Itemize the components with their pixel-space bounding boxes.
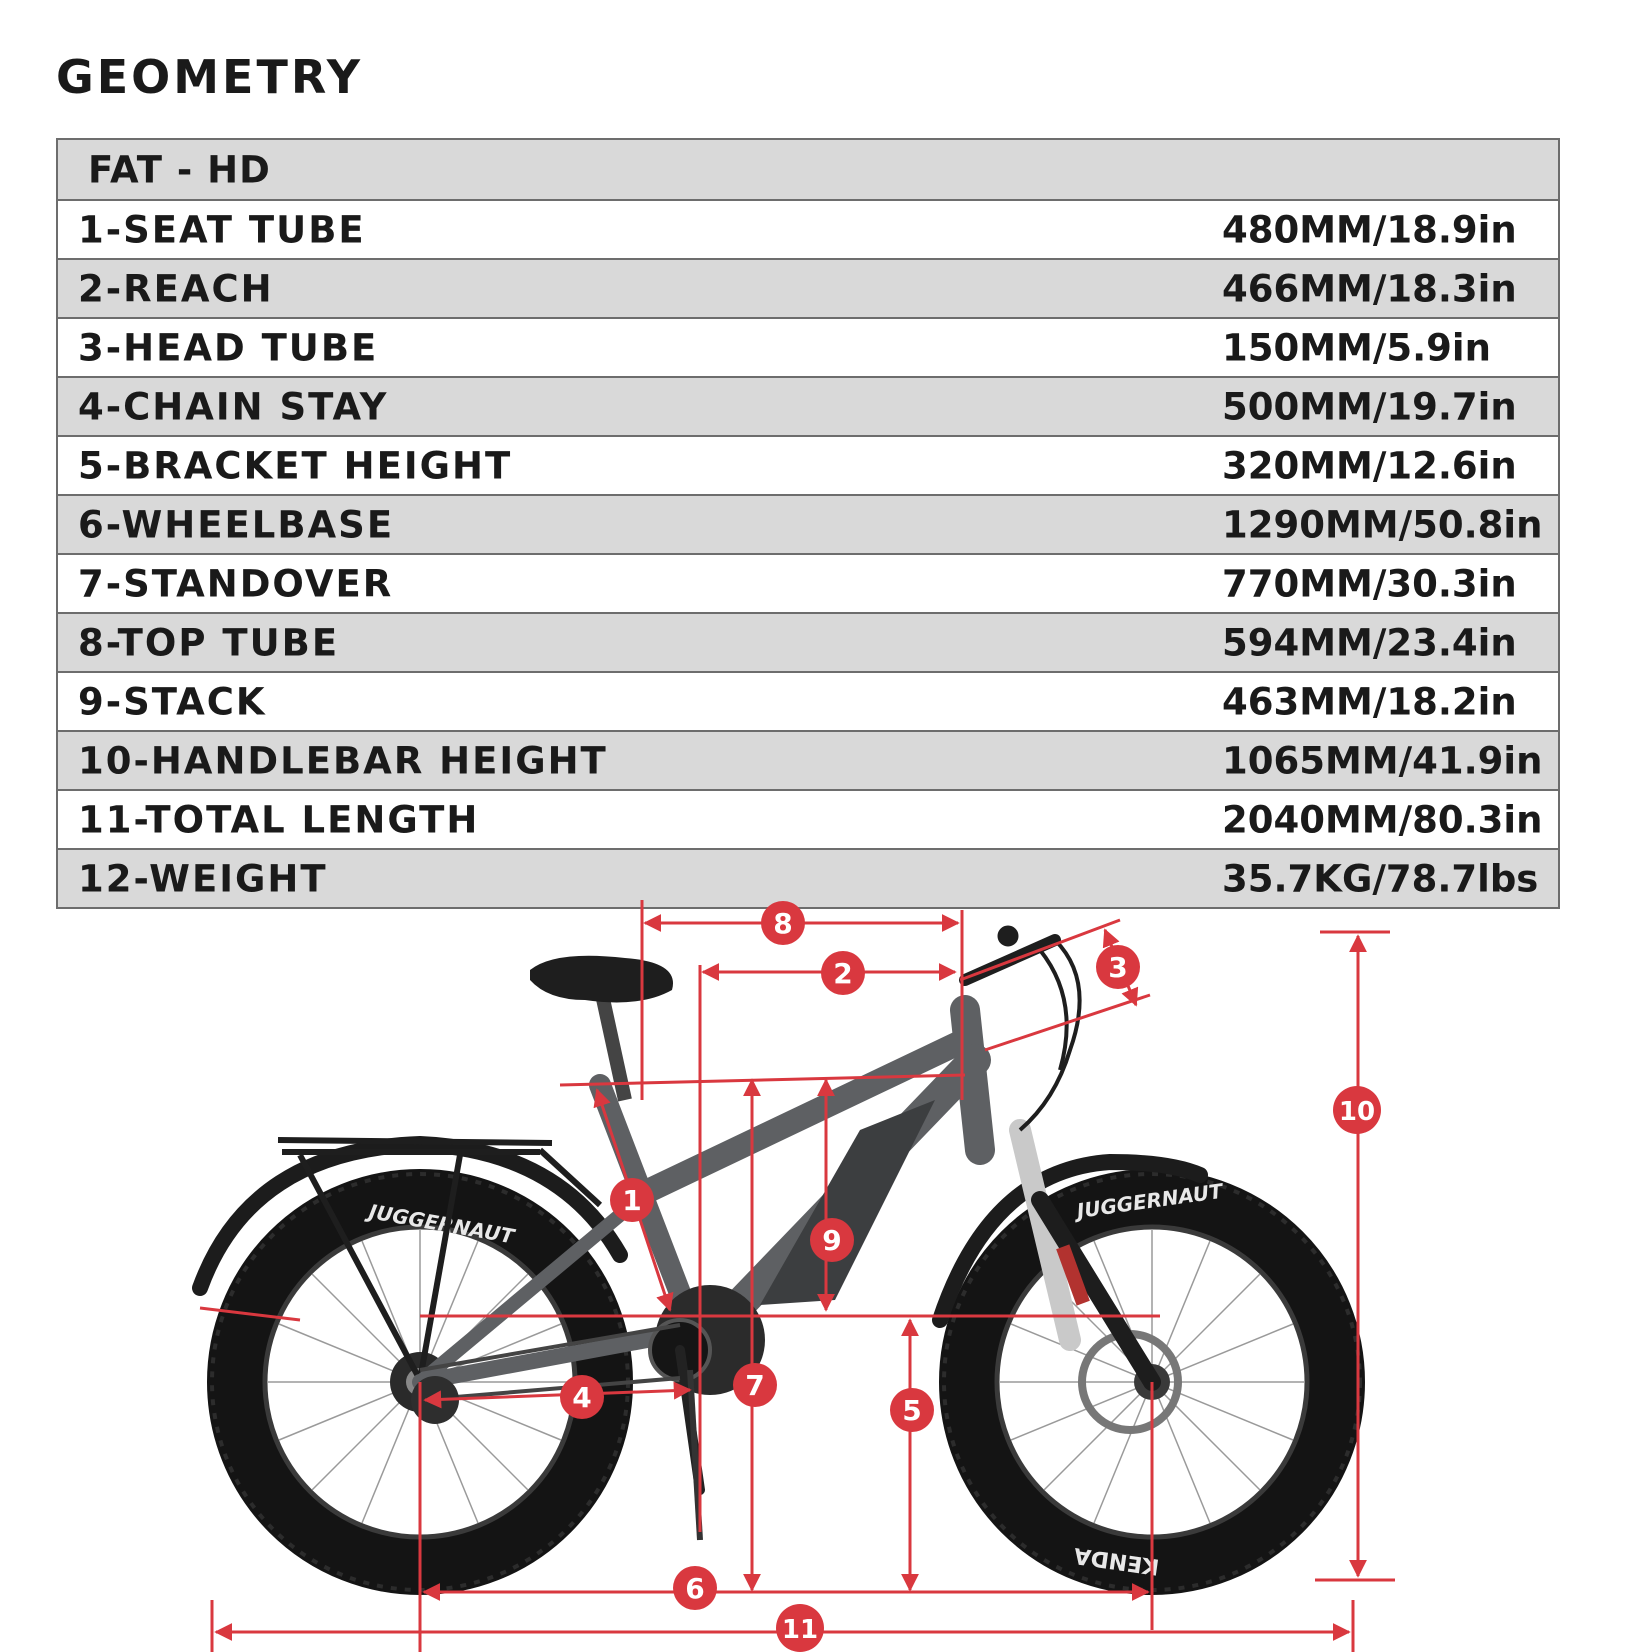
table-row (58, 199, 1558, 258)
table-row (58, 730, 1558, 789)
row-label: 7-STANDOVER (78, 562, 394, 605)
row-label: 11-TOTAL LENGTH (78, 798, 480, 841)
marker-6 (673, 1566, 717, 1610)
row-label: 9-STACK (78, 680, 267, 723)
page-title: GEOMETRY (56, 50, 364, 104)
marker-label: 5 (902, 1394, 922, 1427)
marker-4 (560, 1375, 604, 1419)
row-value: 320MM/12.6in (1222, 444, 1517, 487)
marker-7 (733, 1363, 777, 1407)
marker-5 (890, 1388, 934, 1432)
tire-brand-text: KENDA (1072, 1542, 1161, 1579)
marker-label: 1 (622, 1184, 642, 1217)
marker-label: 10 (1338, 1097, 1376, 1127)
row-value: 594MM/23.4in (1222, 621, 1517, 664)
table-row (58, 317, 1558, 376)
marker-label: 8 (773, 907, 793, 940)
table-row (58, 789, 1558, 848)
row-value: 770MM/30.3in (1222, 562, 1517, 605)
row-label: 5-BRACKET HEIGHT (78, 444, 513, 487)
marker-label: 2 (833, 957, 853, 990)
bike-geometry-diagram (0, 900, 1652, 1652)
row-label: 6-WHEELBASE (78, 503, 395, 546)
row-value: 500MM/19.7in (1222, 385, 1517, 428)
marker-label: 7 (745, 1369, 765, 1402)
marker-label: 9 (822, 1224, 842, 1257)
table-row (58, 848, 1558, 907)
row-label: 4-CHAIN STAY (78, 385, 389, 428)
marker-8 (761, 901, 805, 945)
marker-10 (1333, 1086, 1381, 1134)
row-value: 1065MM/41.9in (1222, 739, 1543, 782)
row-value: 480MM/18.9in (1222, 208, 1517, 251)
marker-2 (821, 951, 865, 995)
row-label: 2-REACH (78, 267, 274, 310)
geometry-table (56, 138, 1560, 909)
table-row (58, 435, 1558, 494)
marker-1 (610, 1178, 654, 1222)
table-row (58, 553, 1558, 612)
marker-label: 6 (685, 1572, 705, 1605)
row-value: 2040MM/80.3in (1222, 798, 1543, 841)
row-value: 35.7KG/78.7lbs (1222, 857, 1539, 900)
marker-3 (1096, 945, 1140, 989)
row-label: 3-HEAD TUBE (78, 326, 379, 369)
row-label: 1-SEAT TUBE (78, 208, 366, 251)
row-value: 1290MM/50.8in (1222, 503, 1543, 546)
row-label: 8-TOP TUBE (78, 621, 340, 664)
marker-9 (810, 1218, 854, 1262)
marker-label: 3 (1108, 951, 1128, 984)
table-header-model: FAT - HD (88, 148, 271, 191)
row-value: 150MM/5.9in (1222, 326, 1491, 369)
table-row (58, 612, 1558, 671)
table-row (58, 494, 1558, 553)
table-header-row (58, 140, 1558, 199)
row-value: 463MM/18.2in (1222, 680, 1517, 723)
marker-label: 11 (781, 1615, 819, 1645)
row-label: 10-HANDLEBAR HEIGHT (78, 739, 608, 782)
row-label: 12-WEIGHT (78, 857, 328, 900)
row-value: 466MM/18.3in (1222, 267, 1517, 310)
rear-tire-text: JUGGERNAUT (367, 1199, 516, 1249)
marker-11 (776, 1604, 824, 1652)
front-tire-text: JUGGERNAUT (1075, 1178, 1225, 1223)
table-row (58, 376, 1558, 435)
table-row (58, 258, 1558, 317)
marker-label: 4 (572, 1381, 592, 1414)
table-row (58, 671, 1558, 730)
